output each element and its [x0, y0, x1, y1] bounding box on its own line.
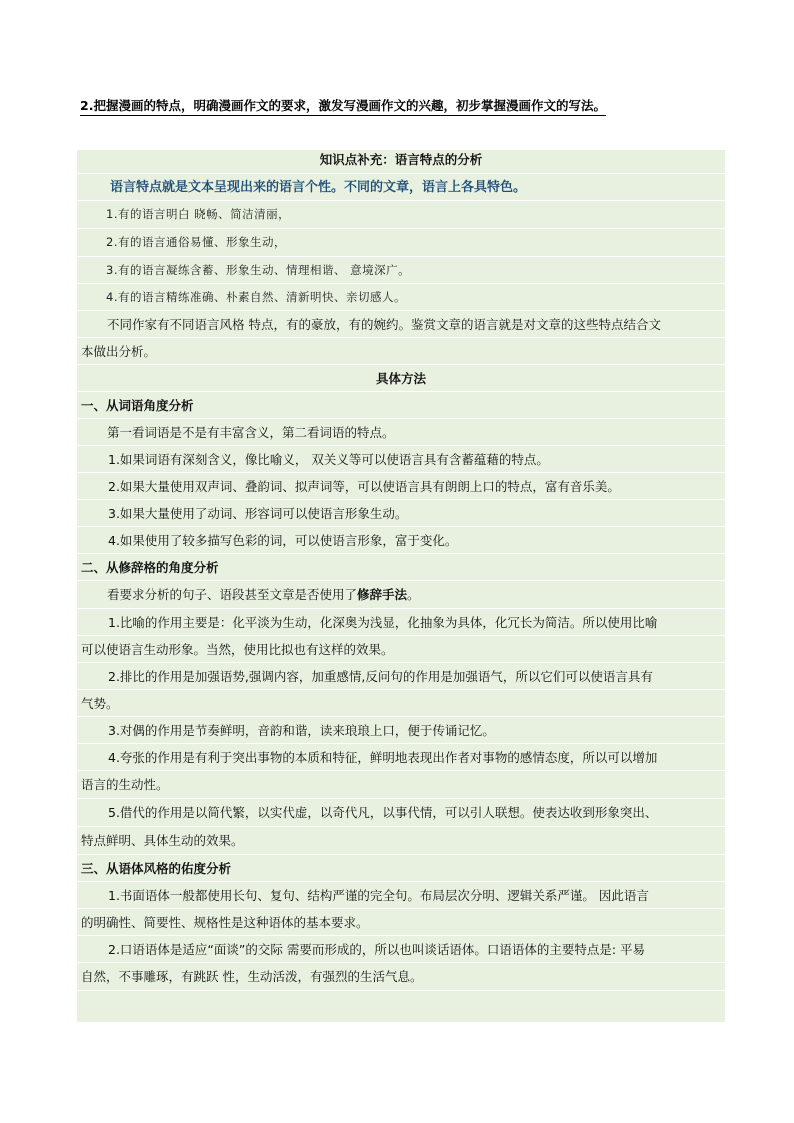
style-item-2: 2.有的语言通俗易懂、形象生动， — [77, 228, 725, 256]
section-2-item-1-line-2: 可以使语言生动形象。当然，使用比拟也有这样的效果。 — [77, 635, 725, 663]
box-empty-row — [77, 990, 725, 1022]
section-3-item-2-line-1: 2.口语语体是适应“面谈”的交际 需要而形成的，所以也叫谈话语体。口语语体的主要特点是: 平易 — [77, 935, 725, 963]
section-2-lead-bold: 修辞手法 — [357, 587, 408, 602]
section-2-lead-text: 看要求分析的句子、语段甚至文章是否使用了 — [107, 587, 358, 602]
objective-heading: 2.把握漫画的特点，明确漫画作文的要求，激发写漫画作文的兴趣，初步掌握漫画作文的写法。 — [80, 96, 606, 116]
style-item-4: 4.有的语言精练准确、朴素自然、清新明快、亲切感人。 — [77, 283, 725, 311]
summary-line-1: 不同作家有不同语言风格 特点，有的豪放，有的婉约。鉴赏文章的语言就是对文章的这些特点结合文 — [77, 310, 725, 338]
methods-title: 具体方法 — [77, 364, 725, 392]
section-3-item-1-line-1: 1.书面语体一般都使用长句、复句、结构严谨的完全句。布局层次分明、逻辑关系严谨。 因此语言 — [77, 881, 725, 909]
section-3-title: 三、从语体风格的佑度分析 — [77, 854, 725, 882]
section-2-item-1-line-1: 1.比喻的作用主要是：化平淡为生动，化深奥为浅显，化抽象为具体，化冗长为简洁。所以使用比喻 — [77, 608, 725, 636]
section-2-item-2-line-1: 2.排比的作用是加强语势,强调内容，加重感情,反问句的作用是加强语气，所以它们可以使语言具有 — [77, 662, 725, 690]
style-item-3: 3.有的语言凝练含蓄、形象生动、情理相谐、 意境深广。 — [77, 256, 725, 284]
section-2-item-5-line-1: 5.借代的作用是以简代繁，以实代虚，以奇代凡，以事代情，可以引人联想。使表达收到形象突出、 — [77, 798, 725, 826]
section-3-item-1-line-2: 的明确性、简要性、规格性是这种语体的基本要求。 — [77, 908, 725, 936]
section-2-item-5-line-2: 特点鲜明、具体生动的效果。 — [77, 826, 725, 854]
style-item-1: 1.有的语言明白 晓畅、简洁清丽， — [77, 200, 725, 228]
summary-line-2: 本做出分析。 — [77, 337, 725, 365]
section-2-lead — [77, 580, 725, 608]
section-2-item-3: 3.对偶的作用是节奏鲜明，音韵和谐，读来琅琅上口，便于传诵记忆。 — [77, 716, 725, 744]
box-intro: 语言特点就是文本呈现出来的语言个性。不同的文章，语言上各具特色。 — [77, 173, 725, 201]
section-1-item-4: 4.如果使用了较多描写色彩的词，可以使语言形象，富于变化。 — [77, 526, 725, 554]
section-2-item-4-line-1: 4.夸张的作用是有利于突出事物的本质和特征，鲜明地表现出作者对事物的感情态度，所以可以增加 — [77, 743, 725, 771]
section-2-lead-end: 。 — [407, 587, 420, 602]
section-1-lead: 第一看词语是不是有丰富含义，第二看词语的特点。 — [77, 418, 725, 446]
section-1-item-1: 1.如果词语有深刻含义，像比喻义， 双关义等可以使语言具有含蓄蕴藉的特点。 — [77, 445, 725, 473]
section-2-item-2-line-2: 气势。 — [77, 689, 725, 717]
section-3-item-2-line-2: 自然，不事雕琢，有跳跃 性，生动活泼，有强烈的生活气息。 — [77, 962, 725, 990]
section-1-item-2: 2.如果大量使用双声词、叠韵词、拟声词等，可以使语言具有朗朗上口的特点，富有音乐美。 — [77, 472, 725, 500]
box-title: 知识点补充：语言特点的分析 — [319, 152, 483, 167]
section-1-item-3: 3.如果大量使用了动词、形容词可以使语言形象生动。 — [77, 499, 725, 527]
section-2-title: 二、从修辞格的角度分析 — [77, 553, 725, 581]
section-1-title: 一、从词语角度分析 — [77, 391, 725, 419]
section-2-item-4-line-2: 语言的生动性。 — [77, 770, 725, 798]
